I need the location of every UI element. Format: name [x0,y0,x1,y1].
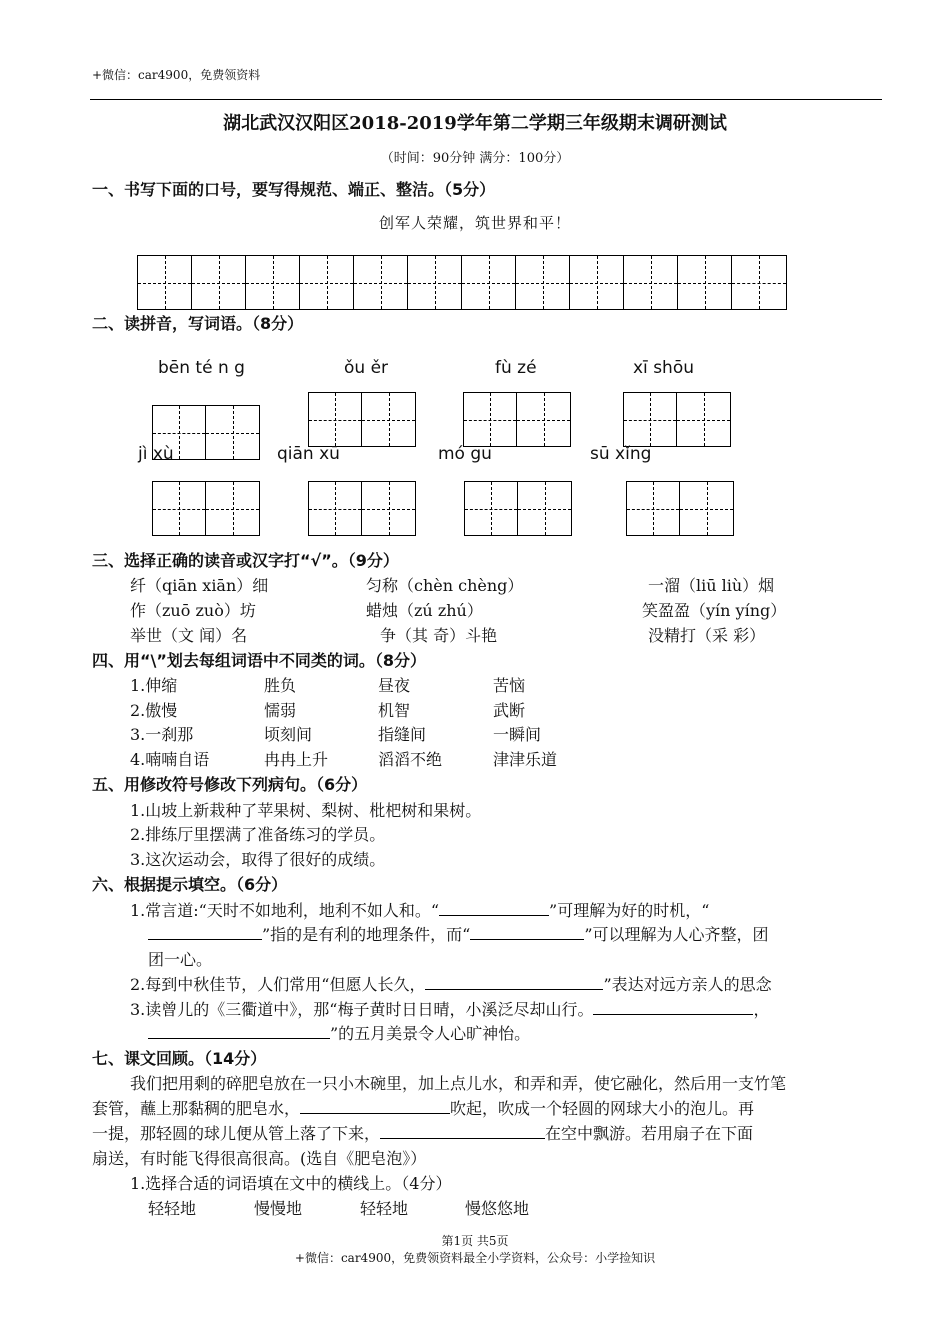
writing-cell[interactable] [354,256,408,309]
answer-cell[interactable] [624,393,677,446]
writing-cell[interactable] [678,256,732,309]
answer-grid[interactable] [464,481,572,536]
choice-item[interactable]: 作（zuō zuò）坊 [130,601,256,620]
pinyin-label: bēn té n g [158,358,245,378]
writing-cell[interactable] [300,256,354,309]
pinyin-label: mó gu [438,444,492,464]
passage-line: 我们把用剩的碎肥皂放在一只小木碗里，加上点儿水，和弄和弄，使它融化，然后用一支竹笔 [130,1074,787,1093]
answer-blank[interactable] [593,998,753,1015]
answer-grid[interactable] [623,392,731,447]
page-number: 第1页 共5页 [441,1234,509,1248]
choice-item[interactable]: 没精打（采 彩） [648,626,766,645]
section-4-heading: 四、用“\”划去每组词语中不同类的词。（8分） [92,651,427,670]
fill-text: 1.常言道:“天时不如地利，地利不如人和。“ [130,901,440,920]
passage-text: 套管，蘸上那黏稠的肥皂水， [92,1099,301,1118]
writing-cell[interactable] [408,256,462,309]
fill-text: ”表达对远方亲人的思念 [603,975,772,994]
fill-text: ”的五月美景令人心旷神怡。 [330,1024,531,1043]
pinyin-label: qiān xū [277,444,340,464]
sentence-item: 2.排练厅里摆满了准备练习的学员。 [130,825,386,844]
page-title: 湖北武汉汉阳区2018-2019学年第二学期三年级期末调研测试 [223,113,727,134]
choice-item[interactable]: 举世（文 闻）名 [130,626,248,645]
pinyin-label: jì xù [138,444,174,464]
choice-item[interactable]: 一溜（liū liù）烟 [648,576,775,595]
header-note: +微信：car4900，免费领资料 [92,68,261,82]
passage-text: 在空中飘游。若用扇子在下面 [545,1124,754,1143]
word-item[interactable]: 昼夜 [378,676,411,695]
choice-item[interactable]: 笑盈盈（yín yíng） [642,601,787,620]
answer-cell[interactable] [362,482,415,535]
answer-blank[interactable] [148,1022,330,1039]
passage-line [92,1096,754,1119]
section-6-heading: 六、根据提示填空。（6分） [92,875,288,894]
fill-line [130,972,772,995]
pinyin-label: ǒu ěr [344,358,389,378]
section-5-heading: 五、用修改符号修改下列病句。（6分） [92,775,368,794]
choice-item[interactable]: 纤（qiān xiān）细 [130,576,269,595]
word-item[interactable]: 4.喃喃自语 [130,750,210,769]
answer-cell[interactable] [627,482,680,535]
fill-line [130,898,709,921]
answer-cell[interactable] [362,393,415,446]
answer-cell[interactable] [309,482,362,535]
page-subtitle: （时间：90分钟 满分：100分） [380,151,570,166]
answer-blank[interactable] [300,1097,450,1114]
section-2-heading: 二、读拼音，写词语。（8分） [92,314,304,333]
writing-grid[interactable] [137,255,787,310]
fill-text: 3.读曾儿的《三衢道中》，那“梅子黄时日日晴，小溪泛尽却山行。 [130,1000,594,1019]
answer-blank[interactable] [425,973,603,990]
writing-cell[interactable] [462,256,516,309]
answer-grid[interactable] [308,481,416,536]
option-word[interactable]: 轻轻地 [148,1199,197,1218]
answer-blank[interactable] [439,899,549,916]
answer-cell[interactable] [206,406,259,459]
fill-text: ， [753,1000,770,1019]
word-item[interactable]: 胜负 [264,676,297,695]
fill-text: ”可理解为好的时机，“ [549,901,710,920]
answer-cell[interactable] [680,482,733,535]
answer-blank[interactable] [380,1122,545,1139]
passage-line: 扇送，有时能飞得很高很高。(选自《肥皂泡》） [92,1149,427,1168]
fill-text: 团一心。 [148,950,213,969]
answer-cell[interactable] [465,482,518,535]
answer-cell[interactable] [517,393,570,446]
answer-grid[interactable] [152,481,260,536]
word-item[interactable]: 津津乐道 [493,750,558,769]
section-7-heading: 七、课文回顾。（14分） [92,1049,267,1068]
fill-text: ”指的是有利的地理条件，而“ [262,925,471,944]
word-item[interactable]: 机智 [378,701,411,720]
header-rule [90,99,882,100]
option-word[interactable]: 轻轻地 [360,1199,409,1218]
passage-text: 吹起，吹成一个轻圆的网球大小的泡儿。再 [450,1099,755,1118]
choice-item[interactable]: 蜡烛（zú zhú） [366,601,483,620]
word-item[interactable]: 3.一刹那 [130,725,194,744]
passage-text: 一提，那轻圆的球儿便从管上落了下来， [92,1124,381,1143]
pinyin-label: xī shōu [633,358,694,378]
word-item[interactable]: 指缝间 [378,725,427,744]
answer-cell[interactable] [677,393,730,446]
fill-line [148,922,769,945]
sentence-item: 3.这次运动会，取得了很好的成绩。 [130,850,386,869]
question-text: 1.选择合适的词语填在文中的横线上。（4分） [130,1174,452,1193]
fill-line [148,1021,530,1044]
answer-blank[interactable] [148,923,262,940]
writing-cell[interactable] [570,256,624,309]
fill-text: 2.每到中秋佳节，人们常用“但愿人长久， [130,975,426,994]
writing-cell[interactable] [138,256,192,309]
word-item[interactable]: 苦恼 [493,676,526,695]
answer-blank[interactable] [470,923,584,940]
word-item[interactable]: 武断 [493,701,526,720]
writing-cell[interactable] [624,256,678,309]
answer-cell[interactable] [153,482,206,535]
answer-grid[interactable] [308,392,416,447]
answer-cell[interactable] [464,393,517,446]
writing-cell[interactable] [732,256,786,309]
writing-cell[interactable] [192,256,246,309]
section-3-heading: 三、选择正确的读音或汉字打“√”。（9分） [92,551,399,570]
sentence-item: 1.山坡上新栽种了苹果树、梨树、枇杷树和果树。 [130,801,482,820]
word-item[interactable]: 2.傲慢 [130,701,178,720]
answer-grid[interactable] [626,481,734,536]
option-word[interactable]: 慢悠悠地 [465,1199,530,1218]
fill-text: ”可以理解为人心齐整，团 [584,925,769,944]
pinyin-label: fù zé [495,358,537,378]
answer-cell[interactable] [309,393,362,446]
section-1-heading: 一、书写下面的口号，要写得规范、端正、整洁。（5分） [92,180,496,199]
writing-cell[interactable] [246,256,300,309]
option-word[interactable]: 慢慢地 [254,1199,303,1218]
writing-cell[interactable] [516,256,570,309]
answer-grid[interactable] [463,392,571,447]
choice-item[interactable]: 匀称（chèn chèng） [366,576,524,595]
passage-line [92,1121,753,1144]
fill-line [130,997,769,1020]
footer-note: +微信：car4900，免费领资料最全小学资料，公众号：小学捡知识 [294,1251,656,1265]
pinyin-label: sū xǐng [590,444,652,464]
answer-cell[interactable] [206,482,259,535]
word-item[interactable]: 冉冉上升 [264,750,329,769]
word-item[interactable]: 滔滔不绝 [378,750,443,769]
choice-item[interactable]: 争（其 奇）斗艳 [380,626,498,645]
word-item[interactable]: 顷刻间 [264,725,313,744]
motto-text: 创军人荣耀，筑世界和平！ [378,214,571,232]
word-item[interactable]: 一瞬间 [493,725,542,744]
word-item[interactable]: 1.伸缩 [130,676,178,695]
answer-cell[interactable] [518,482,571,535]
word-item[interactable]: 懦弱 [264,701,297,720]
